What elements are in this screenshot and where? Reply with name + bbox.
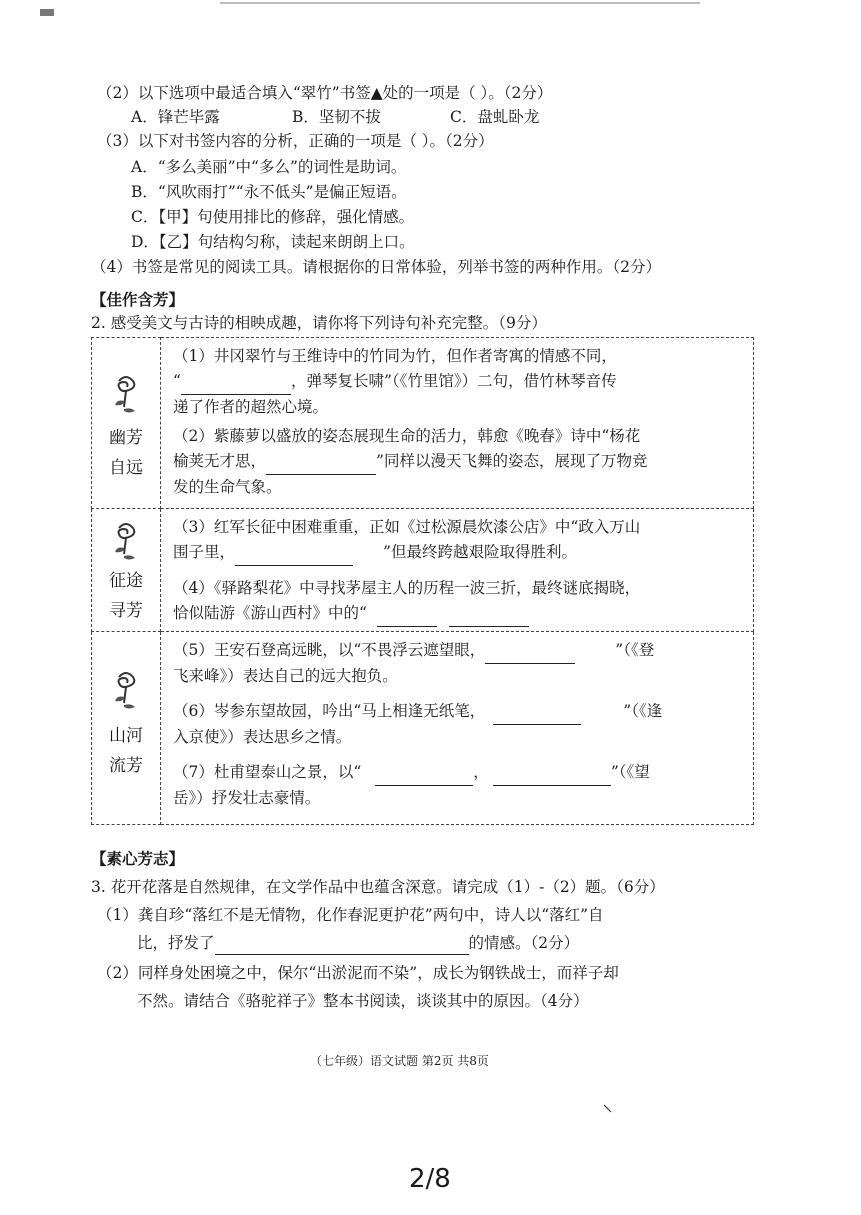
row1-label-1: 幽芳 <box>109 428 143 448</box>
answer-blank-9[interactable] <box>493 760 611 786</box>
answer-blank-8[interactable] <box>375 760 473 786</box>
poem-item-3-line-1: （3）红军长征中困难重重，正如《过松源晨炊漆公店》中“政入万山 <box>173 518 641 536</box>
poem-row-2 <box>92 509 754 632</box>
section3-heading: 【素心芳志】 <box>91 849 185 868</box>
row1-body <box>161 338 754 509</box>
poem-item-2-post: ”同样以漫天飞舞的姿态，展现了万物竞 <box>376 452 648 470</box>
poem-item-6-line-2: 入京使》）表达思乡之情。 <box>173 728 352 746</box>
row2-label-1: 征途 <box>109 571 143 591</box>
poem-item-3-pre: 围子里， <box>173 543 236 561</box>
poem-item-3-post: ”但最终跨越艰险取得胜利。 <box>383 543 577 561</box>
poem-item-5-post: ”（《登 <box>615 641 655 659</box>
poem-item-4-line-2 <box>173 601 743 627</box>
rose-icon <box>109 373 143 417</box>
answer-blank-4[interactable] <box>377 601 437 627</box>
q1-item2-option-b: B．坚韧不拔 <box>292 108 381 126</box>
row2-body <box>161 509 754 632</box>
section3-question: 3. 花开花落是自然规律，在文学作品中也蕴含深意。请完成（1）-（2）题。（6分） <box>91 878 665 896</box>
poem-item-7-pre: （7）杜甫望泰山之景，以“ <box>173 763 362 781</box>
row1-side <box>92 338 161 509</box>
row3-side <box>92 632 161 825</box>
section3-item1-line1: （1）龚自珍“落红不是无情物，化作春泥更护花”两句中，诗人以“落红”自 <box>97 906 604 924</box>
poem-item-6-line-1 <box>173 699 743 725</box>
poem-item-2-line-1: （2）紫藤萝以盛放的姿态展现生命的活力，韩愈《晚春》诗中“杨花 <box>173 427 641 445</box>
section2-heading: 【佳作含芳】 <box>91 290 185 309</box>
poem-item-5-pre: （5）王安石登高远眺，以“不畏浮云遮望眼， <box>173 641 486 659</box>
poem-item-6-post: ”（《逢 <box>623 702 663 720</box>
answer-blank-2[interactable] <box>266 449 376 475</box>
page-indicator: 2/8 <box>409 1164 451 1194</box>
answer-blank-7[interactable] <box>493 699 581 725</box>
q1-item3-option-a: A．“多么美丽”中“多么”的词性是助词。 <box>131 158 407 176</box>
section3-item1-line2 <box>137 932 579 955</box>
poem-item-4-line-1: （4）《驿路梨花》中寻找茅屋主人的历程一波三折，最终谜底揭晓， <box>173 579 641 597</box>
row2-label-2: 寻芳 <box>109 601 143 621</box>
poem-row-3 <box>92 632 754 825</box>
q1-item4: （4）书签是常见的阅读工具。请根据你的日常体验，列举书签的两种作用。（2分） <box>91 258 661 276</box>
poem-item-1-line-3: 递了作者的超然心境。 <box>173 398 329 416</box>
answer-blank-5[interactable] <box>449 601 529 627</box>
q1-item3-option-d: D．【乙】句结构匀称，读起来朗朗上口。 <box>131 233 415 251</box>
rose-icon <box>109 520 143 564</box>
section3-item2-line1: （2）同样身处困境之中，保尔“出淤泥而不染”，成长为钢铁战士，而祥子却 <box>97 964 619 982</box>
poem-item-3-line-2 <box>173 540 743 566</box>
section3-item1-pre: 比，抒发了 <box>137 934 215 952</box>
poem-item-7-line-1 <box>173 760 743 786</box>
poem-item-2-pre: 榆荚无才思， <box>173 452 267 470</box>
q1-item2: （2）以下选项中最适合填入“翠竹”书签▲处的一项是（ ）。（2分） <box>97 84 553 102</box>
row1-label-2: 自远 <box>109 458 143 478</box>
poem-item-7-line-2: 岳》）抒发壮志豪情。 <box>173 789 321 807</box>
section2-question: 2. 感受美文与古诗的相映成趣，请你将下列诗句补充完整。（9分） <box>91 314 547 332</box>
poem-item-7-post: ”（《望 <box>610 763 650 781</box>
row3-label-1: 山河 <box>109 726 143 746</box>
poem-item-7-comma: ， <box>473 763 489 781</box>
poem-item-2-line-3: 发的生命气象。 <box>173 478 282 496</box>
answer-blank-10[interactable] <box>215 932 469 955</box>
poem-item-1-line-1: （1）井冈翠竹与王维诗中的竹同为竹，但作者寄寓的情感不同， <box>173 347 617 365</box>
q1-item3-option-b: B．“风吹雨打”“永不低头”是偏正短语。 <box>131 183 407 201</box>
row3-label-2: 流芳 <box>109 756 143 776</box>
section3-item1-post: 的情感。（2分） <box>468 934 580 952</box>
q1-item3: （3）以下对书签内容的分析，正确的一项是（ ）。（2分） <box>97 132 494 150</box>
poem-item-6-pre: （6）岑参东望故园，吟出“马上相逢无纸笔， <box>173 702 486 720</box>
q1-item3-option-c: C．【甲】句使用排比的修辞，强化情感。 <box>131 208 415 226</box>
poem-item-2-line-2 <box>173 449 743 475</box>
poem-row-1 <box>92 338 754 509</box>
section3-item2-line2: 不然。请结合《骆驼祥子》整本书阅读，谈谈其中的原因。（4分） <box>137 992 589 1010</box>
row3-body <box>161 632 754 825</box>
poem-item-5-line-1 <box>173 638 743 664</box>
q1-item2-option-c: C．盘虬卧龙 <box>450 108 540 126</box>
q1-item2-option-a: A．锋芒毕露 <box>131 108 220 126</box>
poem-item-4-pre: 恰似陆游《游山西村》中的“ <box>173 604 367 622</box>
rose-icon <box>109 669 143 713</box>
answer-blank-6[interactable] <box>485 638 575 664</box>
scan-mark <box>603 1104 613 1114</box>
poem-item-5-line-2: 飞来峰》）表达自己的远大抱负。 <box>173 667 398 685</box>
answer-blank-3[interactable] <box>235 540 353 566</box>
poem-item-1-line-2 <box>173 369 743 395</box>
row2-side <box>92 509 161 632</box>
quote-open: “ <box>173 372 181 390</box>
scan-top-edge <box>0 0 861 16</box>
poem-item-1-text: ，弹琴复长啸”（《竹里馆》）二句，借竹林琴音传 <box>290 372 617 390</box>
answer-blank-1[interactable] <box>181 369 291 395</box>
poem-table <box>91 337 754 825</box>
page-footer: （七年级）语文试题 第2页 共8页 <box>310 1054 489 1068</box>
